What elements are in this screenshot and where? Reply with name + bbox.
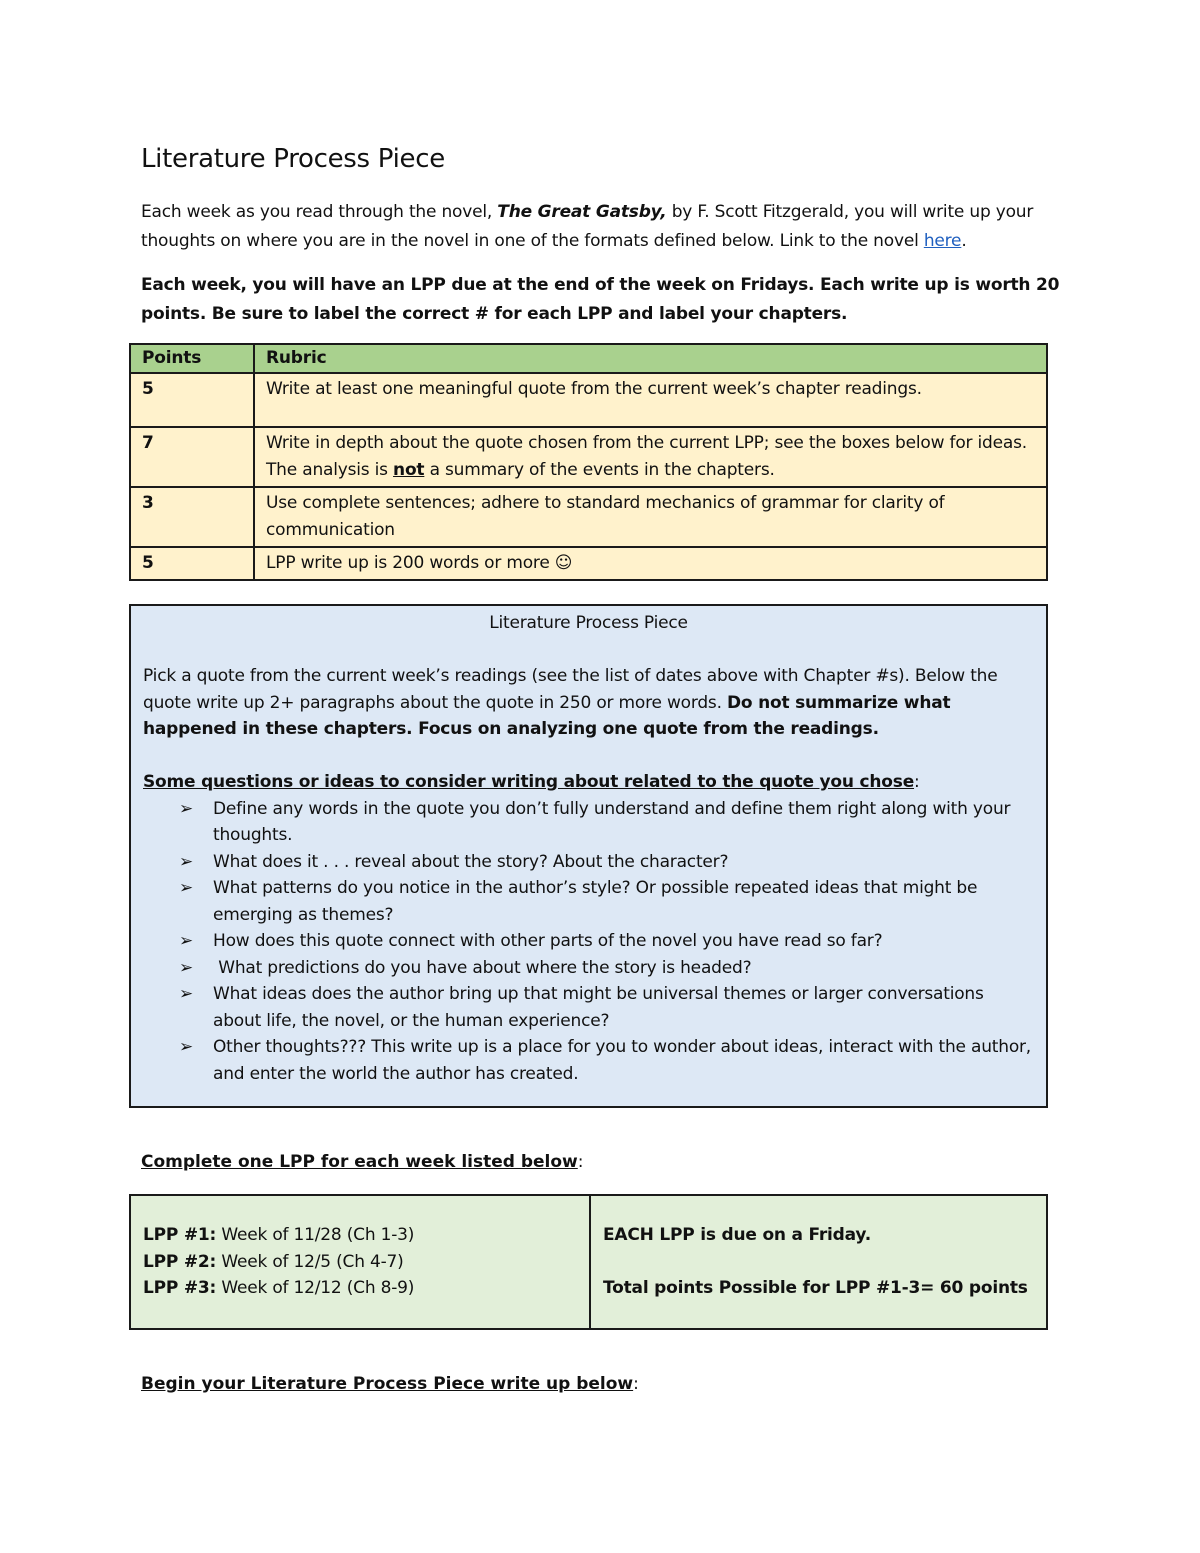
rubric-header: Rubric xyxy=(254,344,1047,373)
points-cell: 3 xyxy=(130,487,254,547)
due-note: Each week, you will have an LPP due at the end of the week on Fridays. Each write up is worth 20 points. Be sure to label the correct # for each LPP and label your chapters. xyxy=(141,275,1060,324)
week-row: LPP #3: Week of 12/12 (Ch 8-9) xyxy=(143,1278,415,1298)
complete-heading xyxy=(141,1152,584,1172)
box-title: Literature Process Piece xyxy=(489,613,688,633)
list-item: ➢ What ideas does the author bring up that might be universal themes or larger conversations about life, the novel, or the human experience? xyxy=(179,981,1034,1034)
week-row: LPP #2: Week of 12/5 (Ch 4-7) xyxy=(143,1251,404,1272)
list-item: ➢ Define any words in the quote you don’t fully understand and define them right along with your thoughts. xyxy=(179,796,1034,849)
intro-text-1: Each week as you read through the novel, xyxy=(141,202,498,222)
arrow-bullet-icon: ➢ xyxy=(179,1037,194,1057)
table-row xyxy=(130,547,1047,580)
points-cell: 5 xyxy=(130,373,254,427)
list-item: ➢ What predictions do you have about where the story is headed? xyxy=(179,955,1034,982)
instructions-box xyxy=(129,604,1048,1108)
arrow-bullet-icon: ➢ xyxy=(179,851,194,872)
intro-text-2: by F. Scott Fitzgerald, you will write up your thoughts on where you are in the novel in one of the formats defined below. Link to the novel xyxy=(141,202,1034,251)
table-row xyxy=(130,373,1047,427)
instructions-text: Pick a quote from the current week’s readings (see the list of dates above with Chapter #s). Below the quote write up 2+ paragraphs about the quote in 250 or more words. xyxy=(143,666,998,713)
rubric-cell xyxy=(254,427,1047,487)
total-points: Total points Possible for LPP #1-3= 60 points xyxy=(603,1278,1028,1298)
arrow-bullet-icon: ➢ xyxy=(179,878,194,898)
questions-heading-colon: : xyxy=(914,772,920,792)
points-header: Points xyxy=(130,344,254,373)
intro-text-3: . xyxy=(961,231,967,251)
rubric-text: Write in depth about the quote chosen from the current LPP; see the boxes below for ideas. The analysis is xyxy=(266,433,1027,480)
points-cell: 7 xyxy=(130,427,254,487)
list-item: ➢ What patterns do you notice in the author’s style? Or possible repeated ideas that might be emerging as themes? xyxy=(179,875,1034,928)
list-item: ➢ Other thoughts??? This write up is a place for you to wonder about ideas, interact with the author, and enter the world the author has created. xyxy=(179,1034,1034,1087)
list-item: ➢ How does this quote connect with other parts of the novel you have read so far? xyxy=(179,928,1034,955)
table-row xyxy=(130,487,1047,547)
week-row: LPP #1: Week of 11/28 (Ch 1-3) xyxy=(143,1225,415,1245)
rubric-cell: Write at least one meaningful quote from the current week’s chapter readings. xyxy=(254,373,1047,427)
due-info xyxy=(591,1196,1046,1328)
rubric-text: a summary of the events in the chapters. xyxy=(424,460,775,480)
weeks-list xyxy=(131,1196,591,1328)
questions-heading-text: Some questions or ideas to consider writing about related to the quote you chose xyxy=(143,772,915,792)
complete-heading-text: Complete one LPP for each week listed below xyxy=(141,1152,578,1172)
arrow-bullet-icon: ➢ xyxy=(179,931,194,951)
due-text: EACH LPP is due on a Friday. xyxy=(603,1225,871,1245)
questions-heading xyxy=(143,769,1034,796)
begin-heading xyxy=(141,1374,639,1394)
emphasis-not: not xyxy=(393,460,425,480)
rubric-table xyxy=(129,343,1048,581)
arrow-bullet-icon: ➢ xyxy=(179,984,194,1004)
questions-list xyxy=(143,796,1034,1088)
begin-heading-colon: : xyxy=(633,1374,639,1394)
list-item: ➢ What does it . . . reveal about the story? About the character? xyxy=(179,849,1034,876)
rubric-cell: LPP write up is 200 words or more ☺ xyxy=(254,547,1047,580)
complete-heading-colon: : xyxy=(577,1152,584,1172)
box-instructions xyxy=(143,663,1034,743)
arrow-bullet-icon: ➢ xyxy=(179,957,194,978)
table-row xyxy=(130,427,1047,487)
page-title: Literature Process Piece xyxy=(141,144,445,174)
instructions-bold: Do not summarize what happened in these chapters. Focus on analyzing one quote from the readings. xyxy=(143,692,951,739)
novel-link[interactable]: here xyxy=(923,231,962,251)
begin-heading-text: Begin your Literature Process Piece write up below xyxy=(141,1374,634,1394)
arrow-bullet-icon: ➢ xyxy=(179,798,194,819)
points-cell: 5 xyxy=(130,547,254,580)
intro-paragraph xyxy=(141,198,1071,256)
weeks-table xyxy=(129,1194,1048,1330)
book-title: The Great Gatsby, xyxy=(497,202,667,222)
rubric-cell: Use complete sentences; adhere to standard mechanics of grammar for clarity of communication xyxy=(254,487,1047,547)
